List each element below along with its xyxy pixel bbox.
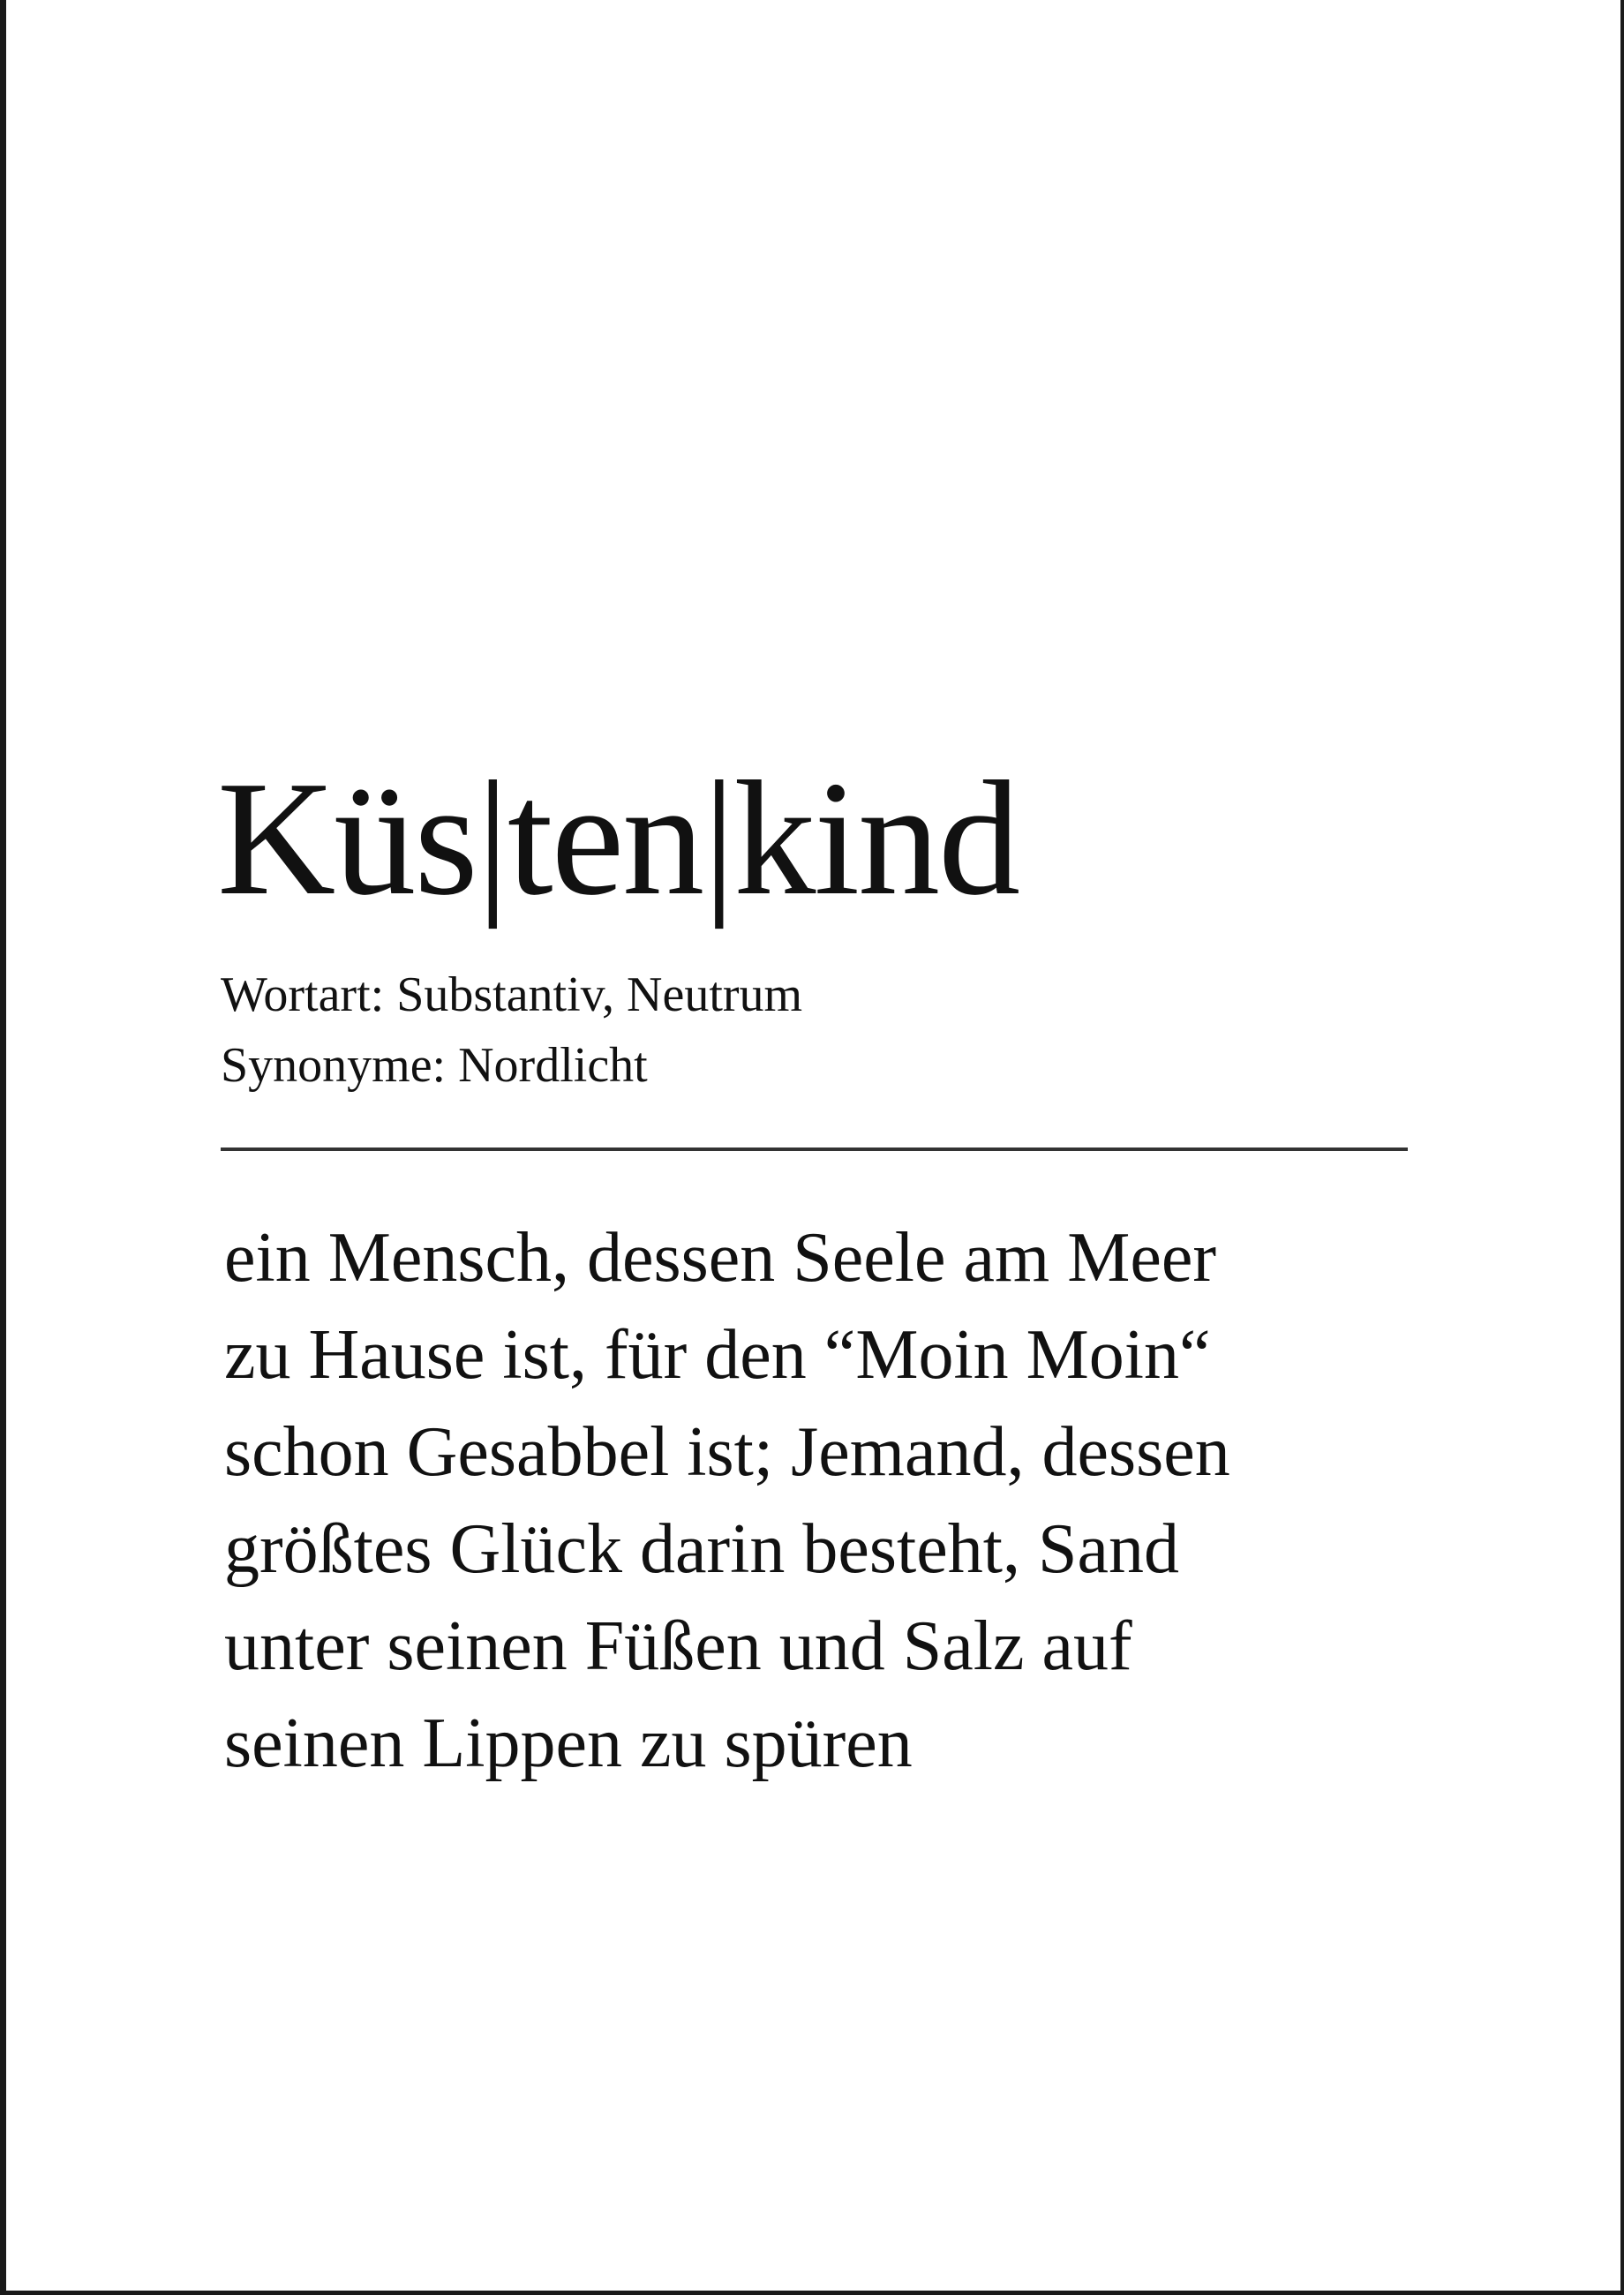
synonyms: Synonyme: Nordlicht (221, 1038, 648, 1093)
definition-line: ein Mensch, dessen Seele am Meer (224, 1219, 1217, 1297)
definition-text (224, 1209, 1442, 1792)
frame-left-edge (0, 0, 6, 2295)
definition-line: zu Hause ist, für den “Moin Moin“ (224, 1316, 1211, 1394)
divider-line (221, 1148, 1408, 1151)
definition-line: unter seinen Füßen und Salz auf (224, 1607, 1132, 1685)
definition-line: schon Gesabbel ist; Jemand, dessen (224, 1413, 1230, 1491)
frame-bottom-edge (0, 2291, 1624, 2295)
headword: Küs|ten|kind (217, 748, 1019, 929)
part-of-speech: Wortart: Substantiv, Neutrum (221, 967, 803, 1022)
definition-line: seinen Lippen zu spüren (224, 1704, 913, 1782)
frame-right-edge (1620, 0, 1624, 2295)
definition-line: größtes Glück darin besteht, Sand (224, 1510, 1179, 1588)
